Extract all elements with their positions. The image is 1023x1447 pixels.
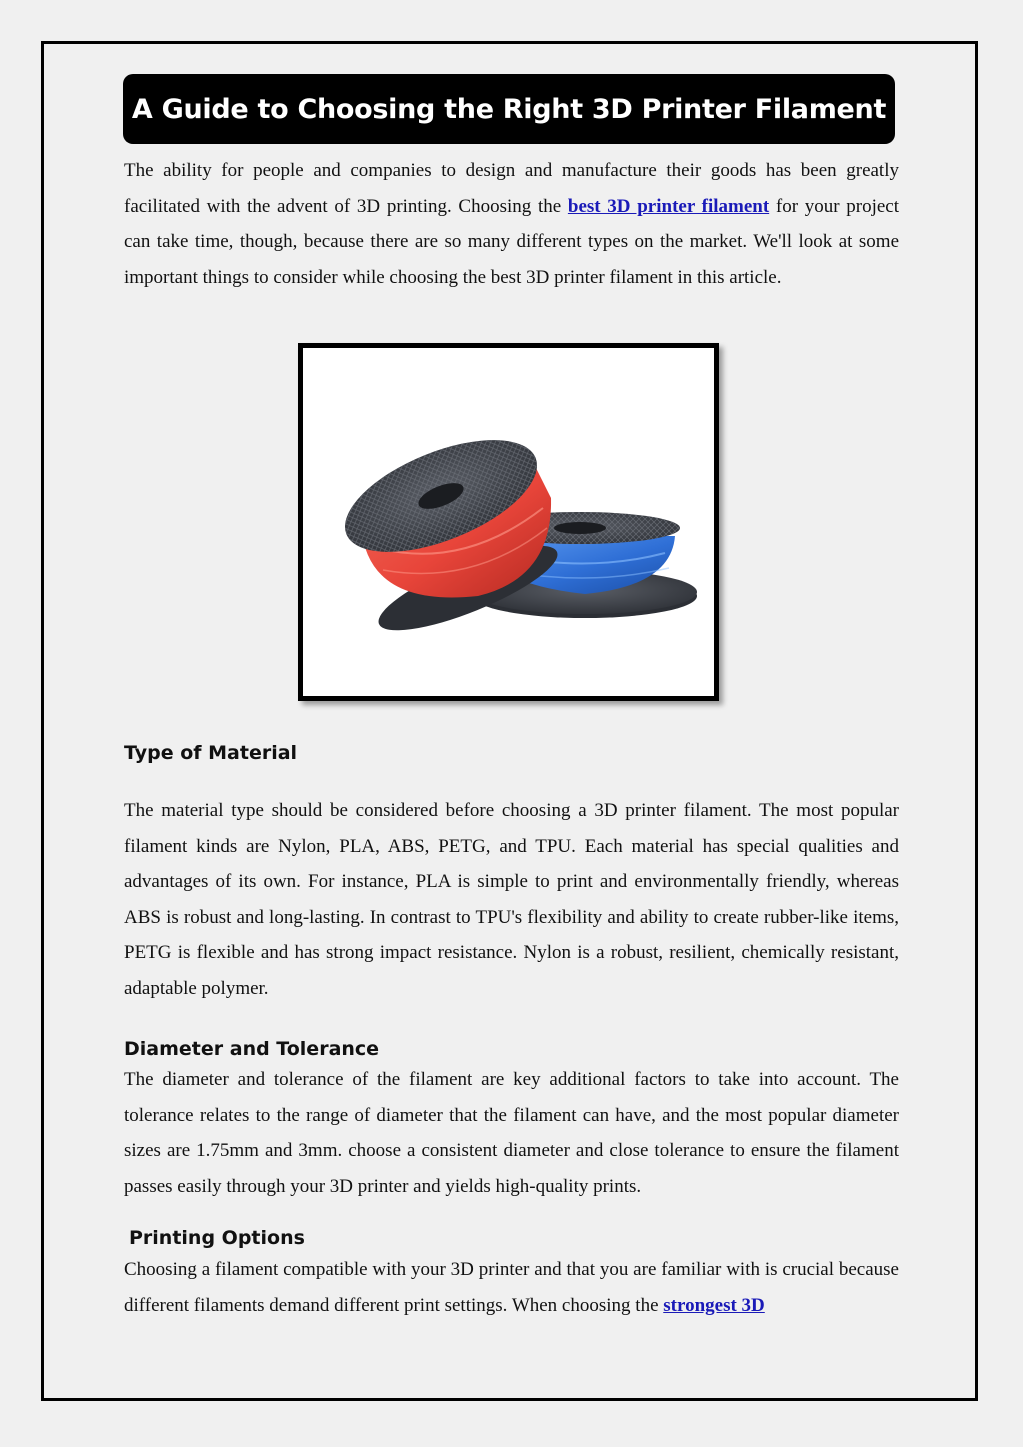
diameter-paragraph: The diameter and tolerance of the filament are key additional factors to take into account. The tolerance relates to the range of diameter that the filament can have, and the most popular diameter sizes are 1.75mm and 3mm. choose a consistent diameter and close tolerance to ensure the filament passes easily through your 3D printer and yields high-quality prints. [124, 1069, 899, 1197]
page-title-text: A Guide to Choosing the Right 3D Printer Filament [131, 93, 887, 125]
material-paragraph: The material type should be considered before choosing a 3D printer filament. The most popular filament kinds are Nylon, PLA, ABS, PETG, and TPU. Each material has special qualities and advantages of its own. For instance, PLA is simple to print and environmentally friendly, whereas ABS is robust and long-lasting. In contrast to TPU's flexibility and ability to create rubber-like items, PETG is flexible and has strong impact resistance. Nylon is a robust, resilient, chemically resistant, adaptable polymer. [124, 800, 899, 999]
heading-printing-options: Printing Options [129, 1227, 305, 1249]
printing-paragraph [124, 1252, 899, 1323]
best-filament-link[interactable]: best 3D printer filament [567, 195, 770, 217]
heading-diameter-and-tolerance: Diameter and Tolerance [124, 1038, 380, 1060]
filament-spools-image [298, 343, 719, 701]
intro-text-end: for your project can take time, though, because there are so many different types on the market. We'll look at some important things to consider while choosing the best 3D printer filament in this article. [124, 195, 899, 288]
strongest-3d-link[interactable]: strongest 3D [663, 1294, 765, 1316]
heading-type-of-material: Type of Material [124, 742, 298, 764]
page-title [123, 74, 895, 144]
intro-paragraph [124, 153, 899, 295]
intro-text-start: The ability for people and companies to design and manufacture their goods has been greatly facilitated with the advent of 3D printing. Choosing the [124, 160, 899, 217]
filament-spools-illustration [303, 348, 714, 696]
printing-text: Choosing a filament compatible with your 3D printer and that you are familiar with is crucial because different filaments demand different print settings. When choosing the [124, 1259, 899, 1316]
